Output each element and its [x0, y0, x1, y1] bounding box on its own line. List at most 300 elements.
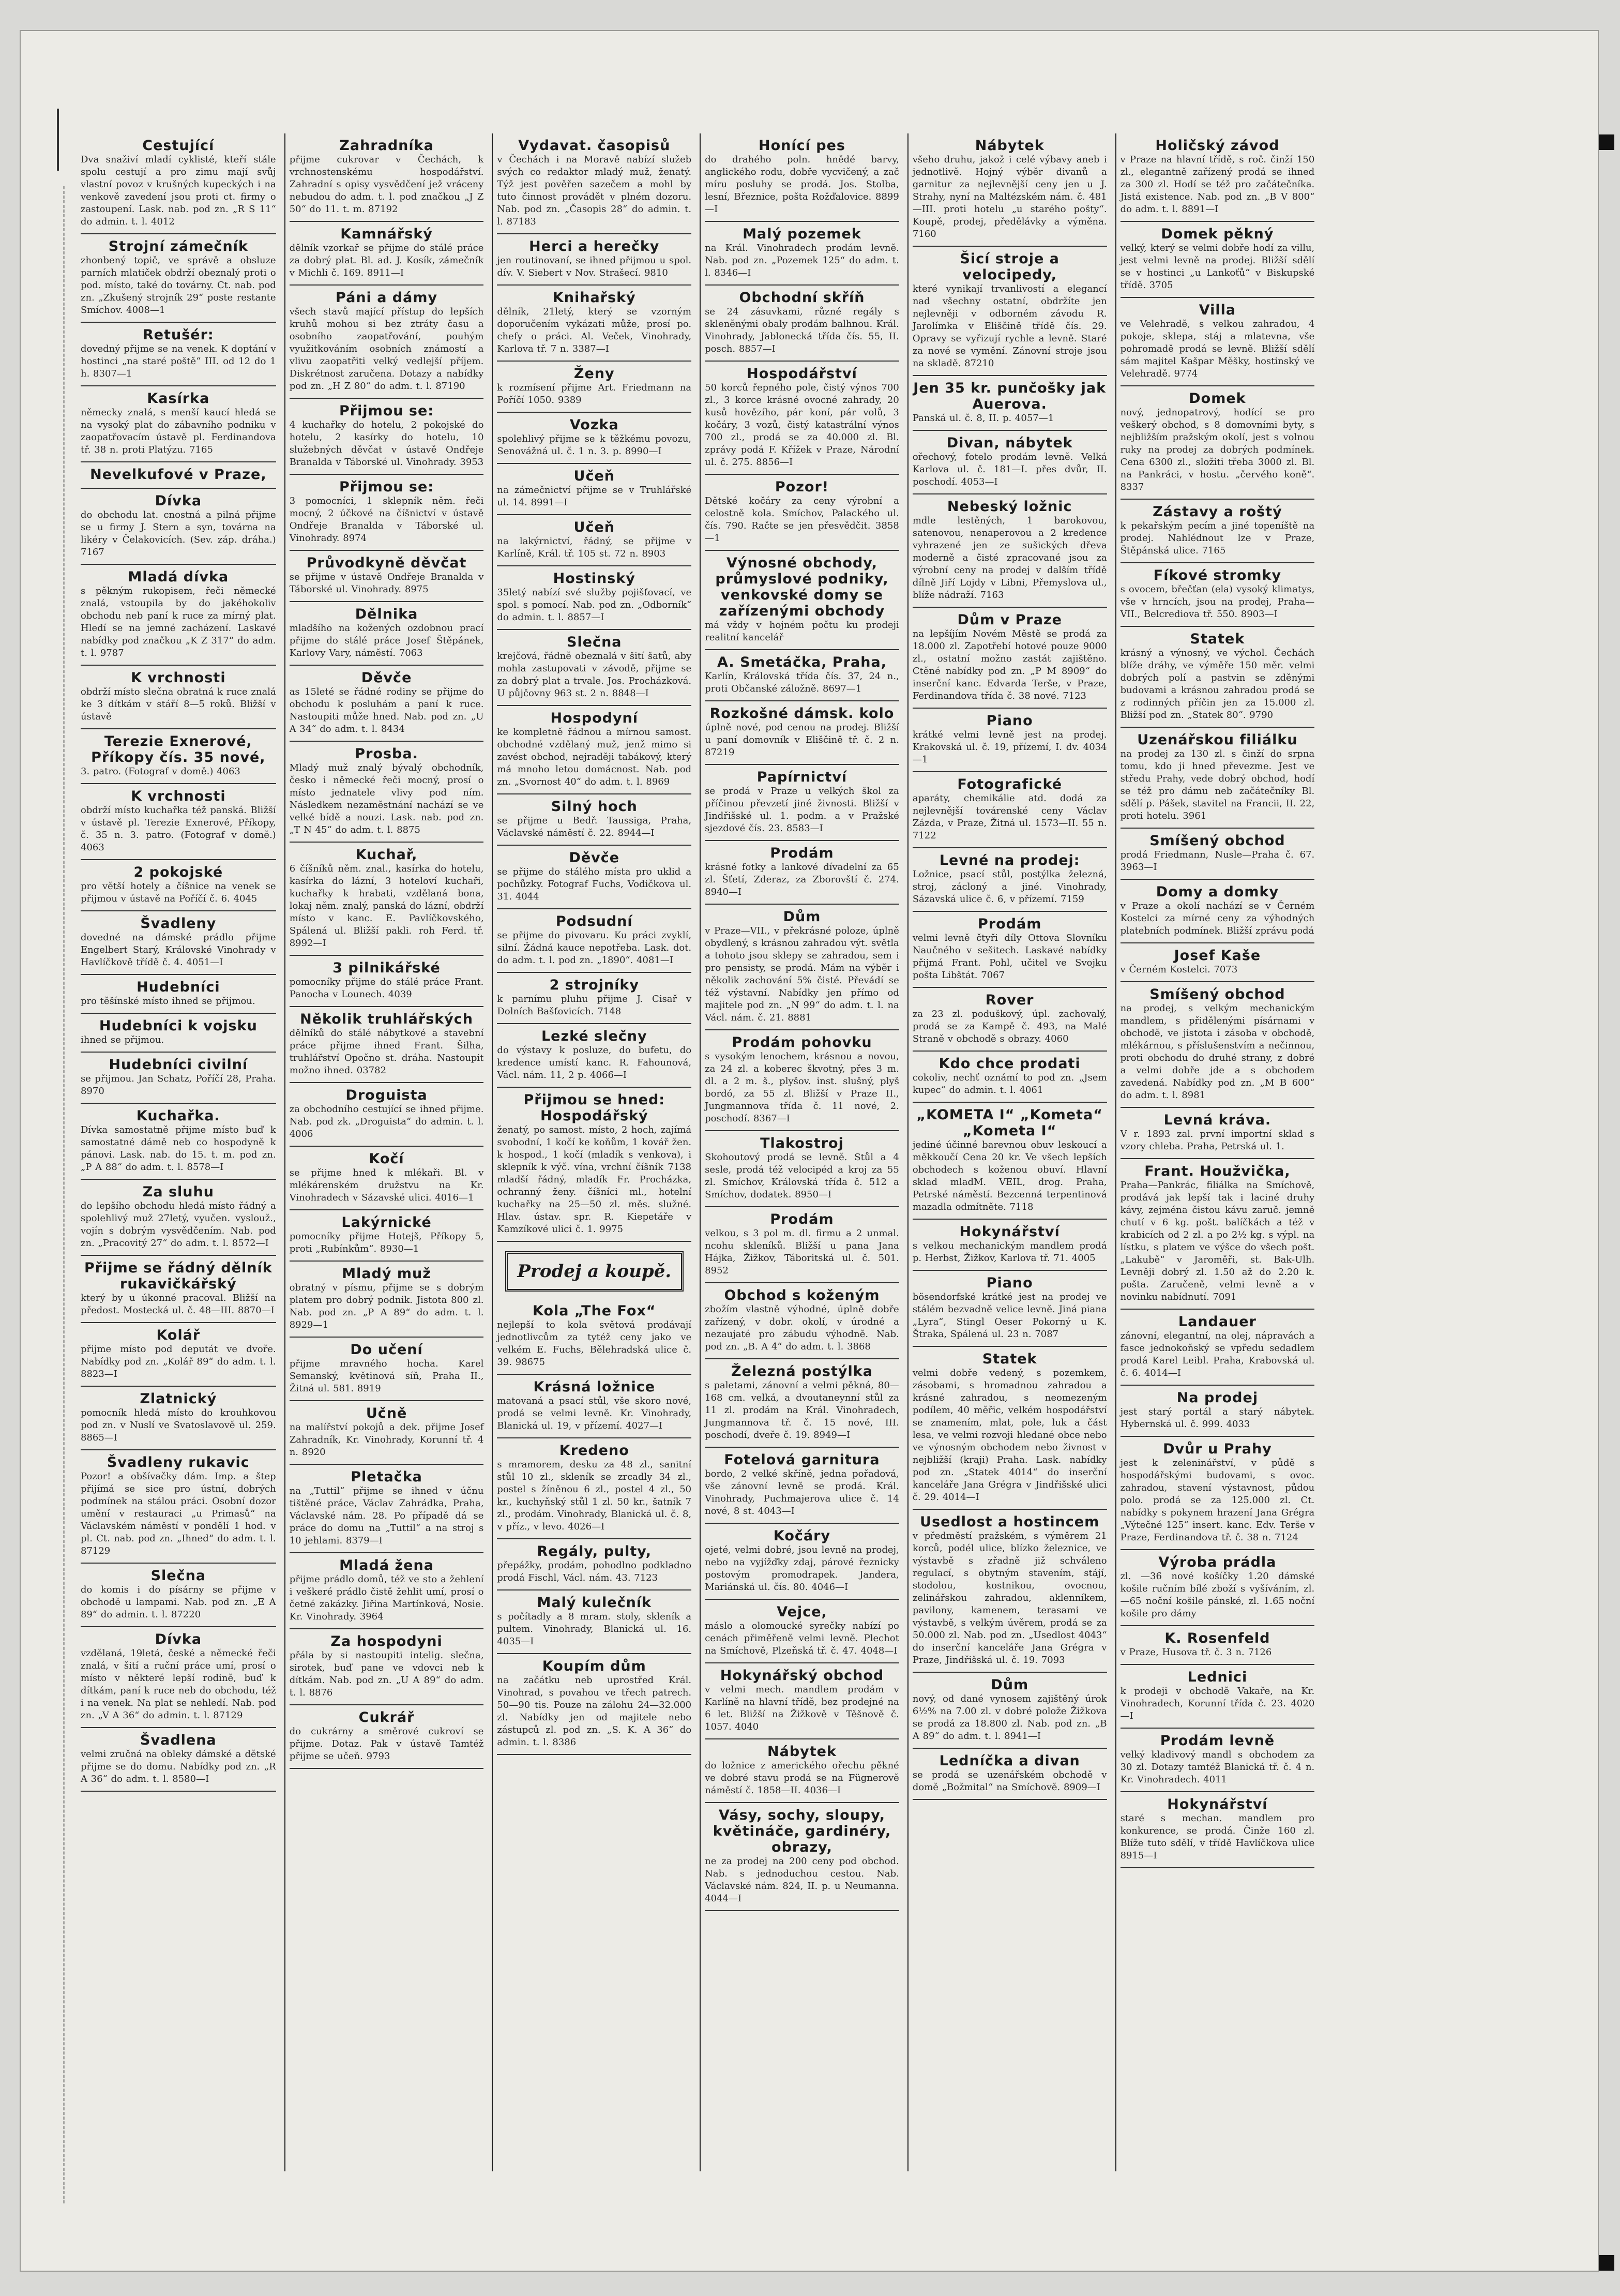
classified-ad: [705, 841, 899, 905]
ad-heading: 3 pilnikářské: [332, 960, 441, 976]
ad-heading: Honící pes: [758, 138, 845, 154]
ad-heading: Švadleny rukavic: [107, 1454, 250, 1470]
ad-body: do cukrárny a směrové cukroví se přijme. Dotaz. Pak v ústavě Tamtéž přijme se učeň. 9793: [289, 1726, 484, 1762]
ad-heading: Lezké slečny: [541, 1028, 647, 1044]
ad-heading: Na prodej: [1176, 1390, 1259, 1406]
ad-heading: Mladá žena: [339, 1557, 434, 1573]
classified-ad: [81, 462, 276, 489]
ad-heading: Frant. Houžvička,: [1144, 1163, 1291, 1179]
ad-body: má vždy v hojném počtu ku prodeji realitní kancelář: [705, 620, 899, 643]
classified-ads-page: [77, 133, 1526, 2171]
classified-ad: [913, 772, 1107, 848]
ad-body: obratný v písmu, přijme se s dobrým platem pro dobrý podnik. Jistota 800 zl. Nab. pod zn. „P A 89“ do adm. t. l. 8929—1: [289, 1282, 484, 1330]
ad-body: nový, jednopatrový, hodící se pro veškerý obchod, s 8 domovními byty, s nejbližším pražským okolí, jest s volnou ruky na prodej za dobrých podmínek. Cena 6300 zl., složiti třeba 3000 zl. Bl. na Pankráci, v hostu. „červého koně“. 8337: [1120, 407, 1315, 492]
classified-ad: [913, 1103, 1107, 1220]
classified-ad: [81, 386, 276, 462]
section-heading-stamp: Prodej a koupě.: [505, 1251, 684, 1292]
ad-body: dovedné na dámské prádlo přijme Engelbert Starý, Královské Vinohrady v Havlíčkově třídě č. 4. 4051—I: [81, 932, 276, 968]
ad-heading: Nevelkufové v Praze,: [90, 467, 267, 483]
classified-ad: [290, 1262, 484, 1338]
classified-ad: [1121, 1386, 1315, 1437]
ad-heading: Prodám: [770, 1211, 834, 1227]
ad-heading: Železná postýlka: [731, 1363, 873, 1379]
ad-body: staré s mechan. mandlem pro konkurence, se prodá. Činže 160 zl. Blíže tuto sdělí, v třídě Havlíčkova ulice 8915—I: [1120, 1813, 1315, 1861]
page-edge-fold: [63, 186, 68, 2203]
ad-heading: Přijmou se:: [339, 403, 434, 419]
ad-body: máslo a olomoucké syrečky nabízí po cenách přiměřeně velmi levně. Plechot na Smíchově, Plzeňská tř. č. 47. 4048—I: [705, 1620, 899, 1656]
ad-body: dělník, 21letý, který se vzorným doporučením vykázati může, prosí po. chefy o práci. Al. Veček, Vinohrady, Karlova tř. 7 n. 3387—I: [497, 306, 692, 354]
classified-ad: [497, 846, 691, 909]
classified-ad: [290, 742, 484, 843]
ad-body: na prodej, s velkým mechanickým mandlem, s přidělenými písárnami v obchodě, ve jistota i zásoba v obchodě, mlékárnou, s příslušenstvím a nečinnou, proti obchodu do druhé strany, z dobré a velmi dobře jde a s obchodem zavedená. Nabídky pod zn. „M B 600“ do adm. t. l. 8981: [1120, 1003, 1315, 1101]
classified-ad: [81, 1256, 276, 1323]
ad-body: velmi dobře vedený, s pozemkem, zásobami, s hromadnou zahradou a krásné zahradou, s neomezeným podílem, 40 měřic, velkém hospodářství se znamením, mlat, pole, luk a část lesa, ve velmi rozvoji hledané obce nebo ve výnosným obchodem nebo živnost v nejbližší (kraji) Praha. Lask. nabídky pod zn. „Statek 4014“ do inserční kanceláře Jana Grégra v Jindřišské ulici č. 29. 4014—I: [912, 1368, 1107, 1503]
classified-ad: [290, 1210, 484, 1262]
classified-ad: [1121, 982, 1315, 1108]
classified-ad: [497, 794, 691, 846]
classified-ad: [81, 729, 276, 784]
classified-ad: [1121, 133, 1315, 222]
ad-body: velkou, s 3 pol m. dl. firmu a 2 unmal. ncohu skleníků. Bližší u pana Jana Hájka, Žižkov, Táboritská ul. č. 501. 8952: [705, 1228, 899, 1276]
classified-ad: [290, 1083, 484, 1147]
ad-heading: Holičský závod: [1155, 138, 1280, 154]
ad-body: v Čechách i na Moravě nabízí služeb svých co redaktor mladý muž, ženatý. Týž jest pověřen sazečem a mohl by tuto činnost provádět v plném dozoru. Nab. pod zn. „Časopis 28“ do admin. t. l. 87183: [497, 154, 692, 227]
ad-column-2: [284, 133, 488, 2171]
classified-ad: [81, 1387, 276, 1450]
classified-ad: [290, 1401, 484, 1465]
ad-body: Dívka samostatně přijme místo buď k samostatné dámě neb co hospodyně k pánovi. Lask. nab. do 15. t. m. pod zn. „P A 88“ do adm. t. l. 8578—I: [81, 1124, 276, 1173]
ad-body: ve Velehradě, s velkou zahradou, 4 pokoje, sklepa, stáj a mlatevna, vše pohromadě prodá se levně. Bližší sdělí sám majitel Kašpar Měšky, hostinský ve Velehradě. 9774: [1120, 319, 1315, 379]
ad-heading: Villa: [1199, 302, 1236, 318]
classified-ad: [81, 1323, 276, 1387]
classified-ad: [1121, 728, 1315, 829]
ad-heading: K vrchnosti: [131, 670, 226, 686]
ad-body: přijme prádlo domů, též ve sto a žehlení i veškeré prádlo čistě žehlit umí, prosí o četné zakázky. Jiřina Martínková, Nosie. Kr. Vinohrady. 3964: [289, 1574, 484, 1622]
ad-heading: Výroba prádla: [1158, 1554, 1277, 1570]
classified-ad: [1121, 1437, 1315, 1550]
ad-body: v předměstí pražském, s výměrem 21 korců, podél ulice, blízko železnice, ve výstavbě s zřadně již schváleno regulací, s obytným stavením, stájí, stodolou, kostnikou, ovocnou, zelinářskou zahradou, aklenníkem, pavilony, kamenem, terasami ve výstavbě, s velkým úvěrem, prodá se za 50.000 zl. Nab. pod zn. „Usedlost 4043“ do inserční kanceláře Jana Grégra v Praze, Jindřišská ul. č. 19. 7093: [912, 1530, 1107, 1665]
ad-heading: Kuchař,: [355, 847, 418, 863]
ad-body: nový, od dané vynosem zajištěný úrok 6½% na 7.00 zl. v dobré polože Žižkova se prodá za 18.800 zl. Nab. pod zn. „B A 89“ do adm. t. l. 8941—I: [912, 1693, 1107, 1742]
ad-body: jest starý portál a starý nábytek. Hybernská ul. č. 999. 4033: [1120, 1406, 1315, 1430]
ad-body: pro těšínské místo ihned se přijmou.: [81, 996, 255, 1007]
ad-body: obdrží místo slečna obratná k ruce znalá ke 3 dítkám v stáří 8—5 roků. Bližší v ústavě: [81, 686, 276, 722]
ad-body: na lepšíjím Novém Městě se prodá za 18.000 zl. Zapotřebí hotové pouze 9000 zl., ostatní možno zastát zajištěno. Ctěné nabídky pod zn. „P M 8909“ do inserční kanc. Edvarda Terše, v Praze, Ferdinandova třída č. 38 nové. 7123: [912, 628, 1107, 701]
ad-heading: Mladá dívka: [128, 569, 229, 585]
classified-ad: [497, 909, 691, 973]
classified-ad: [81, 133, 276, 234]
ad-heading: Hospodyní: [550, 710, 639, 726]
ad-body: které vynikají trvanlivostí a elegancí nad všechny ostatní, obdržíte jen nejlevněji v odborném závodu R. Jarolímka v Eliščině třídě čís. 29. Opravy se vyřizují rychle a levně. Staré za nové se vymění. Zánovní stroje jsou na skladě. 87210: [912, 283, 1107, 369]
classified-ad: [290, 1629, 484, 1705]
ad-heading: Levná kráva.: [1163, 1112, 1271, 1128]
ad-heading: Hokynářství: [1167, 1796, 1268, 1812]
classified-ad: [1121, 1729, 1315, 1792]
ad-heading: Kolář: [156, 1327, 201, 1343]
ad-heading: Nábytek: [767, 1744, 837, 1760]
classified-ad: [913, 912, 1107, 988]
ad-column-3: [492, 133, 695, 2171]
classified-ad: [290, 286, 484, 399]
ad-heading: Prosba.: [355, 746, 418, 762]
classified-ad: [290, 133, 484, 222]
classified-ad: [81, 860, 276, 911]
ad-body: se prodá v Praze u velkých škol za příčinou převzetí jiné živnosti. Bližší v Jindřišské ul. 1. podm. a v Pražské sjezdové čís. 23. 8583—I: [705, 786, 899, 834]
ad-heading: „KOMETA I“ „Kometa“ „Kometa I“: [916, 1107, 1103, 1139]
ad-body: ihned se přijmou.: [81, 1034, 164, 1045]
ad-body: v Praze, Husova tř. č. 3 n. 7126: [1120, 1647, 1272, 1658]
ad-body: v Praze na hlavní třídě, s roč. činží 150 zl., elegantně zařízený prodá se ihned za 300 zl. Hodí se též pro začátečníka. Jistá existence. Nab. pod zn. „B V 800“ do adm. t. l. 8891—I: [1120, 154, 1315, 215]
ad-heading: Hokynářství: [959, 1224, 1060, 1240]
ad-body: vzdělaná, 19letá, české a německé řeči znalá, v šití a ruční práce umí, prosí o místo v některé lepší rodině, buď k dítkám, paní k ruce neb do obchodu, též i na venek. Na plat se nehledí. Nab. pod zn. „V A 36“ do admin. t. l. 87129: [81, 1648, 276, 1721]
ad-body: s paletami, zánovní a velmi pěkná, 80—168 cm. velká, a dvoutaneynní stůl za 11 zl. prodám na Král. Vinohradech, Jungmannova tř. č. 15 nové, III. poschodí, dveře č. 19. 8949—I: [705, 1380, 899, 1440]
ad-heading: Fotografické: [957, 776, 1063, 792]
classified-ad: [290, 1705, 484, 1769]
classified-ad: [497, 286, 691, 362]
ad-body: jediné účinné barevnou obuv leskoucí a měkkoučí Cena 20 kr. Ve všech lepších obchodech s koženou obuví. Hlavní sklad mladM. VEIL, drog. Praha, Petrské náměstí. Bezcenná terpentinová mazadla odmítněte. 7118: [912, 1139, 1107, 1212]
ad-body: dovedný přijme se na venek. K doptání v hostinci „na staré poště“ III. od 12 do 1 h. 8307—1: [81, 343, 276, 379]
ad-heading: Přijmou se hned: Hospodářský: [523, 1092, 665, 1124]
ad-body: přepážky, prodám, pohodlno podkladno prodá Fischl, Václ. nám. 43. 7123: [497, 1560, 692, 1583]
classified-ad: [705, 551, 899, 650]
ad-body: matovaná a psací stůl, vše skoro nové, prodá se velmi levně. Kr. Vinohrady, Blanická ul. 19, v přízemí. 4027—I: [497, 1395, 692, 1431]
classified-ad: [81, 1450, 276, 1564]
ad-body: na lakýrnictví, řádný, se přijme v Karlíně, Král. tř. 105 st. 72 n. 8903: [497, 536, 692, 559]
classified-ad: [81, 489, 276, 565]
ad-heading: Rover: [985, 992, 1034, 1008]
classified-ad: [1121, 1310, 1315, 1386]
ad-body: mdle lestěných, 1 barokovou, satenovou, nenaperovou a 2 kredence vyhrazené jen ze sušických dřeva moderně a čisté zpracované jsou za výrobní ceny na prodej v dalším třídě dílně Jiří Lojdy v Libni, Přemyslova ul., blíže nádraží. 7163: [912, 515, 1107, 601]
ad-column-1: [77, 133, 280, 2171]
ad-heading: Divan, nábytek: [946, 435, 1073, 451]
ad-heading: Domy a domky: [1156, 884, 1279, 900]
ad-heading: Pozor!: [775, 479, 829, 495]
classified-ad: [81, 784, 276, 860]
ad-body: nejlepší to kola světová prodávají jednotlivcům za tytéž ceny jako ve velkém E. Fuchs, Bělehradská ulice č. 39. 98675: [497, 1319, 692, 1368]
ad-heading: Koupím dům: [542, 1658, 646, 1674]
ad-heading: Zlatnický: [140, 1391, 217, 1407]
classified-ad: [290, 551, 484, 602]
classified-ad: [497, 1438, 691, 1539]
ad-heading: Statek: [1190, 631, 1245, 647]
classified-ad: [705, 1207, 899, 1283]
ad-body: pro větší hotely a číšnice na venek se přijmou v ústavě na Poříčí č. 6. 4045: [81, 881, 276, 904]
ad-heading: Lednici: [1187, 1669, 1248, 1685]
ad-heading: Dvůr u Prahy: [1163, 1441, 1272, 1457]
ad-body: v Praze a okolí nachází se v Černém Kostelci za mírné ceny za výhodných platebních podmínek. Bližší zprávu podá: [1120, 901, 1315, 936]
ad-heading: Hospodářství: [747, 366, 857, 382]
ad-heading: Výnosné obchody, průmyslové podniky, venkovské domy se zařízenými obchody: [715, 555, 889, 619]
ad-heading: Fotelová garnitura: [724, 1452, 880, 1468]
ad-body: mladšího na kožených ozdobnou prací přijme do stálé práce Josef Štěpánek, Karlovy Vary, náměstí. 7063: [289, 623, 484, 658]
classified-ad: [497, 630, 691, 706]
ad-heading: Piano: [986, 1275, 1033, 1291]
ad-heading: Prodám pohovku: [732, 1034, 872, 1051]
ad-body: Dva snaživí mladí cyklisté, kteří stále spolu cestují a pro zimu mají svůj vlastní povoz v krušných kupeckých i na venkově zavedení jsou proti ct. firmy o zastoupení. Lask. nab. pod zn. „R S 11“ do admin. t. l. 4012: [81, 154, 276, 227]
ad-body: dělník vzorkař se přijme do stálé práce za dobrý plat. Bl. ad. J. Kosík, zámečník v Michli č. 169. 8911—I: [289, 243, 484, 278]
ad-body: zbožím vlastně výhodné, úplně dobře zařízený, v dobr. okolí, v úrodné a nezaujaté pro zábudu výhodně. Nab. pod zn. „B. A 4“ do adm. t. l. 3868: [705, 1304, 899, 1352]
ad-heading: Herci a herečky: [529, 238, 660, 254]
classified-ad: [1121, 1159, 1315, 1310]
classified-ad: [290, 475, 484, 551]
classified-ad: [913, 1510, 1107, 1673]
classified-ad: [81, 911, 276, 975]
classified-ad: [81, 1627, 276, 1728]
ad-body: do lepšího obchodu hledá místo řádný a spolehlivý muž 27letý, vyučen. vyslouž., vojín s dobrým vysvědčením. Nab. pod zn. „Pracovitý 27“ do adm. t. l. 8572—I: [81, 1200, 276, 1249]
ad-heading: Vejce,: [777, 1604, 827, 1620]
ad-heading: Kola „The Fox“: [533, 1303, 656, 1319]
ad-body: za 23 zl. poduškový, úpl. zachovalý, prodá se za Kampě č. 493, na Malé Straně v obchodě s obrazy. 4060: [912, 1009, 1107, 1044]
classified-ad: [497, 1654, 691, 1755]
classified-ad: [81, 975, 276, 1014]
ad-heading: Slečna: [150, 1568, 206, 1584]
classified-ad: [913, 1220, 1107, 1271]
ad-heading: Několik truhlářských: [300, 1011, 473, 1027]
ad-heading: Cestující: [142, 138, 215, 154]
ad-body: k pekařským pecím a jiné topeníště na prodej. Nahlédnout lze v Praze, Štěpánská ulice. 7165: [1120, 520, 1315, 556]
ad-heading: Vozka: [569, 417, 619, 433]
ad-body: spolehlivý přijme se k těžkému povozu, Senovážná ul. č. 1 n. 3. p. 8990—I: [497, 433, 692, 457]
classified-ad: [705, 362, 899, 475]
classified-ad: [290, 666, 484, 742]
classified-ad: [497, 566, 691, 630]
ad-heading: Učeň: [573, 468, 615, 484]
classified-ad: [81, 1014, 276, 1053]
classified-ad: [913, 1347, 1107, 1510]
ad-body: velmi levně čtyři díly Ottova Slovníku Naučného v sešitech. Laskavé nabídky přijmá Frant. Pohl, učitel ve Svojku pošta Libštát. 7067: [912, 933, 1107, 981]
ad-body: ke kompletně řádnou a mírnou samost. obchodné vzdělaný muž, jenž mimo si zavést obchod, nejraději tabákový, který má mnoho letou domácnost. Nab. pod zn. „Svornost 40“ do adm. t. l. 8969: [497, 727, 692, 787]
ad-heading: Kočí: [369, 1151, 404, 1167]
ad-heading: Josef Kaše: [1174, 948, 1261, 964]
ad-heading: Smíšený obchod: [1149, 833, 1285, 849]
ad-body: úplně nové, pod cenou na prodej. Bližší u paní domovník v Eliščině tř. č. 2 n. 87219: [705, 722, 899, 758]
ad-heading: Švadlena: [140, 1732, 217, 1748]
classified-ad: [705, 1803, 899, 1911]
classified-ad: [913, 709, 1107, 772]
ad-heading: Vydavat. časopisů: [518, 138, 671, 154]
ad-body: s velkou mechanickým mandlem prodá p. Herbst, Žižkov, Karlova tř. 71. 4005: [912, 1240, 1107, 1264]
classified-ad: [1121, 943, 1315, 982]
ad-heading: Prodám: [770, 845, 834, 861]
ad-body: do obchodu lat. cnostná a pilná přijme se u firmy J. Stern a syn, továrna na likéry v Čelakovicích. (Sev. záp. dráha.) 7167: [81, 509, 276, 558]
ad-heading: Malý kulečník: [537, 1595, 652, 1611]
ad-heading: Zahradníka: [339, 138, 434, 154]
classified-ad: [497, 1299, 691, 1375]
classified-ad: [705, 1131, 899, 1207]
ad-heading: Páni a dámy: [336, 290, 438, 306]
ad-heading: Obchod s koženým: [724, 1287, 880, 1303]
ad-body: v Černém Kostelci. 7073: [1120, 964, 1238, 975]
ad-heading: Hostinský: [553, 571, 635, 587]
classified-ad: [913, 608, 1107, 709]
ad-heading: Piano: [986, 713, 1033, 729]
ad-heading: Hudebníci civilní: [109, 1057, 248, 1073]
ad-heading: Kdo chce prodati: [938, 1056, 1081, 1072]
ad-body: Dětské kočáry za ceny výrobní a celostně kola. Smíchov, Palackého ul. čís. 790. Račte se jen přesvědčit. 3858—1: [705, 496, 899, 544]
classified-ad: [497, 1590, 691, 1654]
ad-body: německy znalá, s menší kaucí hledá se na vysoký plat do zábavního podniku v zaopatřovacím ústavě pl. Ferdinandova tř. 38 n. proti Platýzu. 7165: [81, 407, 276, 455]
ad-body: na malířství pokojů a dek. přijme Josef Zahradník, Kr. Vinohrady, Korunní tř. 4 n. 8920: [289, 1422, 484, 1458]
ad-body: přála by si nastoupiti intelig. slečna, sirotek, buď pane ve vdovci neb k dítkám. Nab. pod zn. „U A 89“ do adm. t. l. 8876: [289, 1650, 484, 1698]
ad-column-5: [907, 133, 1111, 2171]
ad-heading: Silný hoch: [551, 799, 638, 815]
ad-body: bordo, 2 velké skříně, jedna pořadová, vše zánovní levně se prodá. Král. Vinohrady, Puchmajerova ulice č. 14 nové, 8 st. 4043—I: [705, 1468, 899, 1517]
classified-ad: [705, 475, 899, 551]
ad-heading: Retušér:: [142, 327, 214, 343]
ad-heading: Jen 35 kr. punčošky jak Auerova.: [913, 380, 1107, 412]
registration-mark-top: [1599, 134, 1614, 150]
ad-heading: Hokynářský obchod: [720, 1668, 884, 1684]
ad-body: zánovní, elegantní, na olej, nápravách a fasce jednokoňský se vpředu sedadlem prodá Karel Leibl. Praha, Krabovská ul. č. 6. 4014—I: [1120, 1330, 1315, 1378]
ad-body: se přijmou. Jan Schatz, Poříčí 28, Praha. 8970: [81, 1073, 276, 1097]
ad-body: ženatý, po samost. místo, 2 hoch, zajímá svobodní, 1 kočí ke koňům, 1 kovář žen. k hospod., 1 kočí (mladík s venkova), i sklepník k výč. vína, vrchní číšník 7138 mladší řádný, mladík Fr. Procházka, ochranný ženy. číšníci ml., hotelní kuchařky na 25—50 zl. měs. služné. Hlav. ústav. spr. R. Kiepetáře v Kamzíkové ulici č. 1. 9975: [497, 1124, 692, 1235]
classified-ad: [913, 988, 1107, 1052]
ad-body: cokoliv, nechť oznámí to pod zn. „Jsem kupec“ do admin. t. l. 4061: [912, 1072, 1107, 1096]
ad-heading: Podsudní: [555, 913, 633, 929]
ad-body: v Praze—VII., v překrásné poloze, úplně obydlený, s krásnou zahradou výt. světla a tohoto jsou sklepy se zahradou, sem i pro pensisty, se prodá. Mám na výběr i několik zachování 5% čisté. Převádí se též výstavní. Nabídky jen přímo od majitele pod zn. „N 99“ do adm. t. l. na Václ. nám. č. 21. 8881: [705, 925, 899, 1023]
ad-heading: Učeň: [573, 519, 615, 535]
ad-body: k prodeji v obchodě Vakaře, na Kr. Vinohradech, Korunní třída č. 23. 4020—I: [1120, 1686, 1315, 1721]
classified-ad: [497, 973, 691, 1024]
classified-ad: [290, 1465, 484, 1553]
ad-heading: Přijmou se:: [339, 479, 434, 495]
ad-body: s mramorem, desku za 48 zl., sanitní stůl 10 zl., skleník se zrcadly 34 zl., postel s žíněnou 6 zl., postel 4 zl., 50 kr., kuchyňský stůl 1 zl. 50 kr., šatník 7 zl., prodám. Vinohrady, Blanická ul. č. 8, v příz., v levo. 4026—I: [497, 1459, 692, 1532]
classified-ad: [497, 362, 691, 413]
classified-ad: [81, 1728, 276, 1792]
ad-body: velký, který se velmi dobře hodí za villu, jest velmi levně na prodej. Bližší sdělí se v hostinci „u Lankoťů“ v Biskupské třídě. 3705: [1120, 243, 1315, 291]
ad-body: velmi zručná na obleky dámské a dětské přijme se do domu. Nabídky pod zn. „R A 36“ do adm. t. l. 8580—I: [81, 1749, 276, 1784]
ad-body: přijme místo pod deputát ve dvoře. Nabídky pod zn. „Kolář 89“ do adm. t. l. 8823—I: [81, 1344, 276, 1379]
ad-body: na Král. Vinohradech prodám levně. Nab. pod zn. „Pozemek 125“ do adm. t. l. 8346—I: [705, 243, 899, 278]
ad-heading: Krásná ložnice: [533, 1379, 656, 1395]
ad-heading: Za hospodyni: [330, 1633, 443, 1649]
classified-ad: [497, 133, 691, 234]
classified-ad: [497, 515, 691, 566]
ad-body: na „Tuttil“ přijme se ihned v účnu tištěné práce, Václav Zahrádka, Praha, Václavské nám. 28. Po případě dá se práce do domu na „Tuttil“ a na stroj s 10 jehlami. 8379—I: [289, 1485, 484, 1546]
classified-ad: [913, 247, 1107, 376]
ad-body: s pěkným rukopisem, řeči německé znalá, vstoupila by do jakéhokoliv obchodu neb paní k ruce za mírný plat. Hledí se na jemné zacházení. Laskavé nabídky pod značkou „K Z 317“ do adm. t. l. 9787: [81, 586, 276, 658]
ad-body: do komis i do písárny se přijme v obchodě u lampami. Nab. pod zn. „E A 89“ do admin. t. l. 87220: [81, 1584, 276, 1620]
ad-body: přijme cukrovar v Čechách, k vrchnostenskému hospodářství. Zahradní s opisy vysvědčení jež vráceny nebudou do adm. t. l. pod značkou „J Z 50“ do 11. t. m. 87192: [289, 154, 484, 215]
ad-heading: Domek pěkný: [1161, 226, 1274, 242]
ad-body: se přijme v ústavě Ondřeje Branalda v Táborské ul. Vinohrady. 8975: [289, 572, 484, 595]
ad-body: velký kladivový mandl s obchodem za 30 zl. Dotazy tamtéž Blanická tř. č. 4 n. Kr. Vinohradech. 4011: [1120, 1749, 1315, 1785]
ad-heading: Tlakostroj: [760, 1135, 844, 1151]
ad-heading: Dům: [783, 909, 821, 925]
ad-body: dělníků do stálé nábytkové a stavební práce přijme ihned Frant. Šilha, truhlářství Opočno st. dráha. Nastoupit možno ihned. 03782: [289, 1028, 484, 1076]
ad-body: za obchodního cestující se ihned přijme. Nab. pod zk. „Droguista“ do admin. t. l. 4006: [289, 1104, 484, 1139]
ad-heading: Do učení: [350, 1342, 423, 1358]
ad-heading: Dívka: [155, 1631, 202, 1647]
registration-mark-bottom: [1599, 2255, 1614, 2271]
classified-ad: [705, 650, 899, 701]
ad-body: do ložnice z amerického ořechu pěkné ve dobré stavu prodá se na Fügnerově náměstí č. 1858—II. 4036—I: [705, 1760, 899, 1796]
classified-ad: [81, 666, 276, 729]
ad-heading: Nábytek: [975, 138, 1044, 154]
classified-ad: [290, 222, 484, 286]
ad-body: v velmi mech. mandlem prodám v Karlíně na hlavní třídě, bez prodejné na 6 let. Bližší na Žižkově v Těšnově č. 1057. 4040: [705, 1684, 899, 1732]
ad-heading: Děvče: [569, 850, 620, 866]
ad-heading: Regály, pulty,: [537, 1543, 652, 1559]
ad-heading: Nebeský ložnic: [947, 499, 1072, 515]
classified-ad: [1121, 829, 1315, 880]
classified-ad: [705, 133, 899, 222]
ad-heading: Šicí stroje a velocipedy,: [960, 251, 1059, 283]
ad-heading: Prodám: [978, 916, 1042, 932]
ad-body: zl. —36 nové košíčky 1.20 dámské košile ručním bílé zboží s vyšíváním, zl. —65 noční košile pánské, zl. 1.65 noční košile pro dámy: [1120, 1571, 1315, 1619]
classified-ad: [497, 1088, 691, 1242]
ad-heading: Dům: [991, 1677, 1029, 1693]
ad-body: as 15leté se řádné rodiny se přijme do obchodu k posluhám a paní k ruce. Nastoupiti může hned. Nab. pod zn. „U A 34“ do adm. t. l. 8434: [289, 686, 484, 734]
ad-body: 4 kuchařky do hotelu, 2 pokojské do hotelu, 2 kasírky do hotelu, 10 služebných děvčat v ústavě Ondřeje Branalda v Táborské ul. Vinohrady. 3953: [289, 419, 484, 468]
classified-ad: [81, 565, 276, 666]
classified-ad: [290, 1147, 484, 1210]
ad-body: ojeté, velmi dobré, jsou levně na prodej, nebo na vyjížďky zdaj, párové řeznicky postovým promodrapek. Jandera, Mariánská ul. čís. 80. 4046—I: [705, 1544, 899, 1593]
ad-heading: Vásy, sochy, sloupy, květináče, gardinéry, obrazy,: [713, 1807, 891, 1855]
ad-body: všech stavů mající přístup do lepších kruhů mohou si bez ztráty času a osobního zaopatřování, pouhým využitkováním osobních známostí a vlivu zaopatřiti velký vedlejší příjem. Diskrétnost zaručena. Dotazy a nabídky pod zn. „H Z 80“ do adm. t. l. 87190: [289, 306, 484, 392]
classified-ad: [1121, 880, 1315, 943]
ad-heading: Statek: [982, 1351, 1037, 1367]
ad-heading: Smíšený obchod: [1149, 986, 1285, 1002]
ad-body: Pozor! a obšívačky dám. Imp. a štep přijímá se sice pro ústní, dobrých podmínek na stálou práci. Osobní dozor umění v restauraci „u Primasů“ na Václavském náměstí v pondělí 1 hod. v pl. Ct. nab. pod zn. „Ihned“ do adm. t. l. 87129: [81, 1471, 276, 1556]
ad-body: 3 pomocníci, 1 sklepník něm. řeči mocný, 2 účkové na číšnictví v ústavě Ondřeje Branalda v Táborské ul. Vinohrady. 8974: [289, 496, 484, 544]
ad-body: na prodej za 130 zl. s činží do srpna tomu, kdo ji hned převezme. Jest ve středu Prahy, vede dobrý obchod, hodí se též pro dámu neb začátečníky Bl. sdělí p. Pášek, stavitel na Francii, II. 22, proti hotelu. 3961: [1120, 748, 1315, 821]
ad-heading: Kredeno: [559, 1443, 629, 1459]
classified-ad: [705, 905, 899, 1030]
ad-body: 35letý nabízí své služby pojišťovací, ve spol. s pomocí. Nab. pod zn. „Odborník“ do admin. t. l. 8857—I: [497, 587, 692, 623]
ad-body: jen routinovaní, se ihned přijmou u spol. dív. V. Siebert v Nov. Strašecí. 9810: [497, 255, 692, 278]
classified-ad: [705, 1283, 899, 1359]
ad-body: prodá Friedmann, Nusle—Praha č. 67. 3963—I: [1120, 849, 1315, 873]
ad-heading: Malý pozemek: [743, 226, 861, 242]
classified-ad: [705, 1663, 899, 1739]
ad-body: se prodá se uzenářském obchodě v domě „Božmital“ na Smíchově. 8909—I: [912, 1769, 1107, 1793]
ad-column-4: [700, 133, 903, 2171]
ad-body: s vysokým lenochem, krásnou a novou, za 24 zl. a koberec škvotný, přes 3 m. dl. a 2 m. š., plyšov. inst. slušný, plyš bordó, za 55 zl. Bližší v Praze II., Jungmannova třída č. 11 nové, 2. poschodí. 8367—I: [705, 1051, 899, 1124]
ad-heading: Slečna: [567, 634, 622, 650]
ad-body: se přijme do pivovaru. Ku práci zvyklí, silní. Žádná kauce nepotřeba. Lask. dot. do adm. t. l. pod zn. „1890“. 4081—I: [497, 930, 692, 966]
ad-heading: Průvodkyně děvčat: [306, 555, 467, 571]
classified-ad: [913, 1749, 1107, 1800]
ad-body: pomocníky přijme do stálé práce Frant. Panocha v Lounech. 4039: [289, 977, 484, 1000]
ad-heading: Strojní zámečník: [108, 238, 248, 254]
classified-ad: [81, 1104, 276, 1180]
ad-body: krátké velmi levně jest na prodej. Krakovská ul. č. 19, přízemí, I. dv. 4034—1: [912, 729, 1107, 765]
classified-ad: [497, 1375, 691, 1438]
ad-heading: Rozkošné dámsk. kolo: [709, 706, 895, 722]
ad-body: jest k zeleninářství, v půdě s hospodářskými budovami, s ovoc. zahradou, stavení výstavnost, půdou polo. prodá se za 125.000 zl. Ct. nabídky s pokynem hrazení Jana Grégra „Výtečné 125“ insert. kanc. Edv. Terše v Praze, Ferdinandova tř. č. 38 n. 7124: [1120, 1458, 1315, 1543]
classified-ad: [1121, 627, 1315, 728]
ad-heading: Švadleny: [140, 916, 217, 932]
ad-body: všeho druhu, jakož i celé výbavy aneb i jednotlivě. Hojný výběr divanů a garnitur za nejlevnější ceny jen u J. Strahy, nyní na Maltézském nám. č. 481—III. proti hotelu „u starého pošty“. Koupě, prodej, předělávky a výměna. 7160: [912, 154, 1107, 239]
ad-heading: Hudebníci: [137, 979, 220, 995]
ad-heading: Lakýrnické: [341, 1214, 432, 1230]
ad-heading: Mladý muž: [342, 1266, 431, 1282]
ad-body: Praha—Pankrác, filiálka na Smíchově, prodává jak lepší tak i laciné druhy kávy, zejména čistou kávu zaruč. jemně chutí v 6 kg. pošt. balíčkách a též v krabicích od 2 zl. a po 2½ kg. s výpl. na lístku, s platem ve výšce do všech pošt. „Lakubě“ v Jaroměři, st. Bak-Ulh. Levněji dobrý zl. 1.50 až do 2.20 k. pošta. Zaručeně, velmi levně a v novinku nabídnutí. 7091: [1120, 1180, 1315, 1302]
classified-ad: [913, 133, 1107, 247]
ad-heading: Prodám levně: [1160, 1733, 1275, 1749]
ad-heading: Kasírka: [147, 391, 210, 407]
classified-ad: [705, 765, 899, 841]
classified-ad: [913, 1052, 1107, 1103]
ad-heading: Ženy: [573, 366, 615, 382]
ad-body: 3. patro. (Fotograf v domě.) 4063: [81, 766, 240, 777]
ad-body: zhonbený topič, ve správě a obsluze parních mlatiček obdrží obeznalý proti o pod. místo, také do továrny. Ct. nab. pod zn. „Zkušený strojník 29“ poste restante Smíchov. 4008—1: [81, 255, 276, 316]
classified-ad: [705, 1600, 899, 1663]
classified-ad: [705, 1448, 899, 1524]
ad-body: 50 korců řepného pole, čistý výnos 700 zl., 3 korce krásné ovocné zahrady, 20 kusů hovězího, pár koní, pár volů, 3 kočáry, 3 vozů, čistý katastrální výnos 700 zl., prodá se za 40.000 zl. Bl. zprávy podá F. Křížek v Praze, Národní ul. č. 275. 8856—I: [705, 382, 899, 468]
ad-body: k rozmísení přijme Art. Friedmann na Poříčí 1050. 9389: [497, 382, 692, 406]
